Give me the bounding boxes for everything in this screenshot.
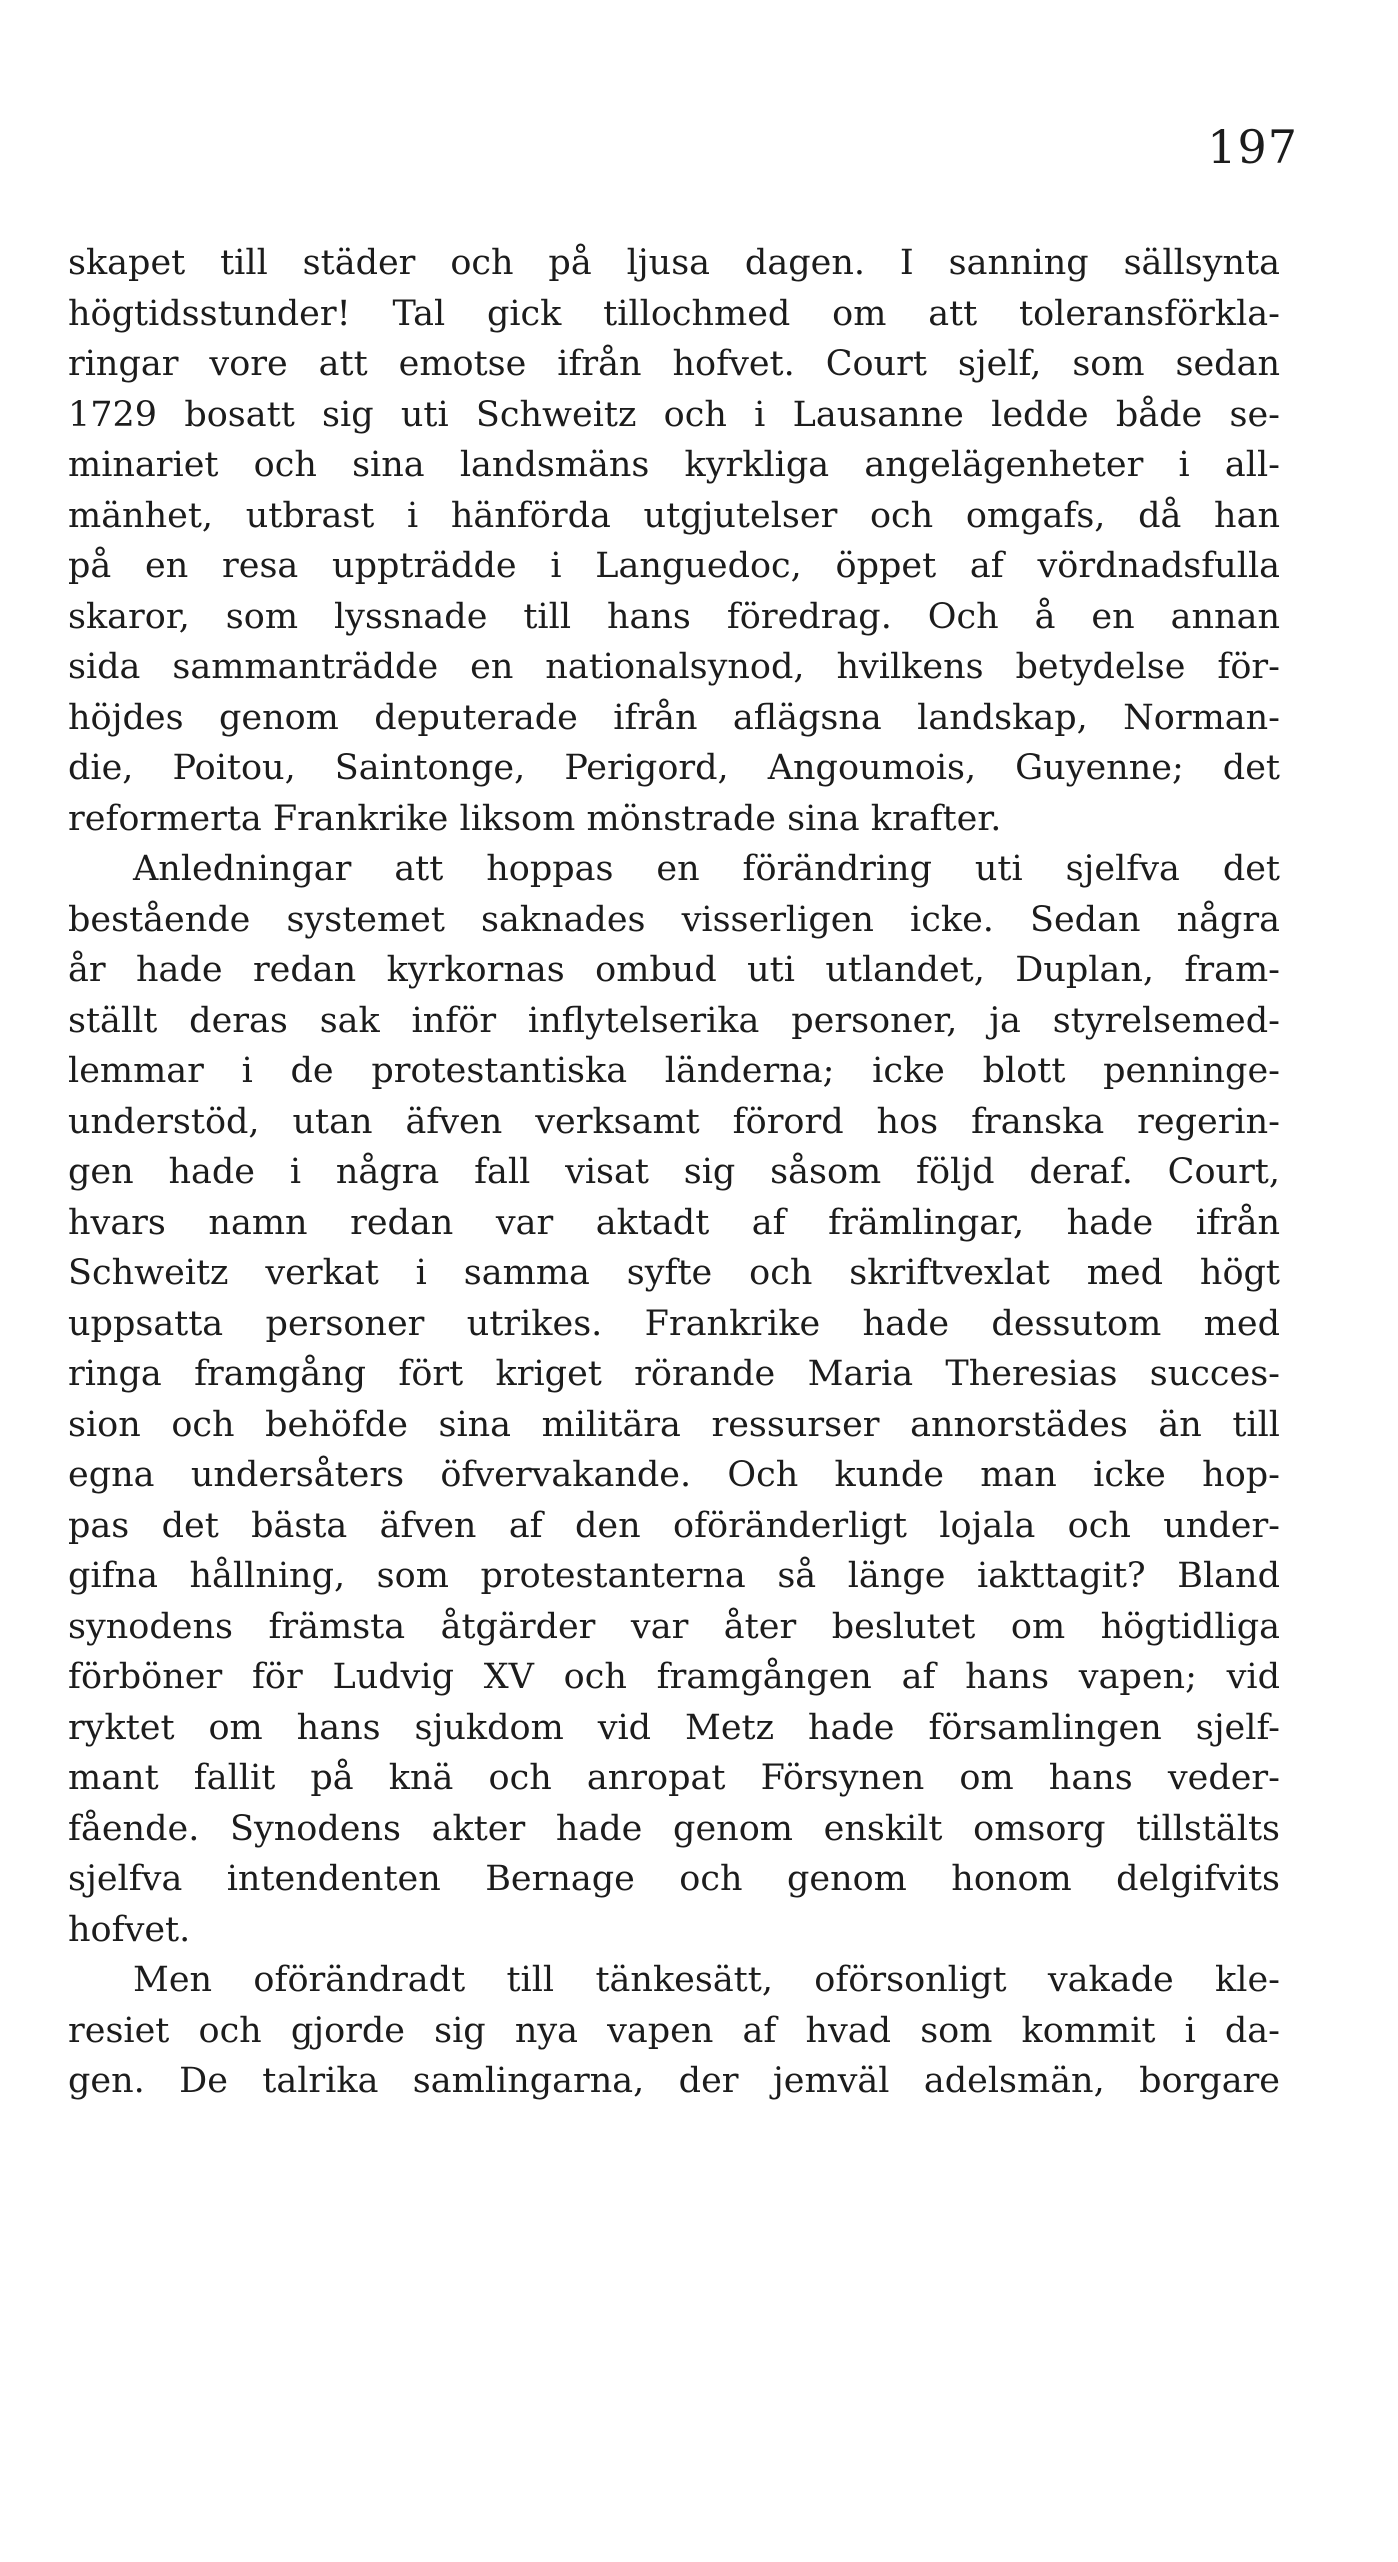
text-line: ringa framgång fört kriget rörande Maria Theresias succes- bbox=[68, 1354, 1280, 1394]
text-line: mant fallit på knä och anropat Försynen om hans veder- bbox=[68, 1758, 1280, 1798]
text-line: skapet till städer och på ljusa dagen. I sanning sällsynta bbox=[68, 243, 1280, 283]
text-line: ringar vore att emotse ifrån hofvet. Court sjelf, som sedan bbox=[68, 344, 1280, 384]
text-line: förböner för Ludvig XV och framgången af hans vapen; vid bbox=[68, 1657, 1280, 1697]
text-line: hofvet. bbox=[68, 1909, 191, 1950]
text-line: minariet och sina landsmäns kyrkliga angelägenheter i all- bbox=[68, 445, 1280, 485]
text-line: sida sammanträdde en nationalsynod, hvilkens betydelse för- bbox=[68, 647, 1280, 687]
text-line: egna undersåters öfvervakande. Och kunde man icke hop- bbox=[68, 1455, 1280, 1495]
text-line: resiet och gjorde sig nya vapen af hvad som kommit i da- bbox=[68, 2010, 1280, 2051]
text-line: mänhet, utbrast i hänförda utgjutelser och omgafs, då han bbox=[68, 495, 1280, 536]
text-line: år hade redan kyrkornas ombud uti utlandet, Duplan, fram- bbox=[68, 950, 1280, 990]
text-line: reformerta Frankrike liksom mönstrade sina krafter. bbox=[68, 798, 1002, 839]
text-line: högtidsstunder! Tal gick tillochmed om att toleransförkla- bbox=[68, 293, 1280, 334]
text-line: lemmar i de protestantiska länderna; icke blott penninge- bbox=[68, 1051, 1280, 1091]
text-line: Men oförändradt till tänkesätt, oförsonligt vakade kle- bbox=[133, 1960, 1280, 2000]
text-line: Schweitz verkat i samma syfte och skriftvexlat med högt bbox=[68, 1253, 1280, 1293]
text-line: hvars namn redan var aktadt af främlingar, hade ifrån bbox=[68, 1202, 1280, 1243]
text-line: ställt deras sak inför inflytelserika personer, ja styrelsemed- bbox=[68, 1000, 1280, 1041]
text-line: skaror, som lyssnade till hans föredrag. Och å en annan bbox=[68, 596, 1280, 637]
text-line: gen. De talrika samlingarna, der jemväl adelsmän, borgare bbox=[68, 2061, 1280, 2101]
text-line: understöd, utan äfven verksamt förord hos franska regerin- bbox=[68, 1101, 1280, 1142]
text-line: sjelfva intendenten Bernage och genom honom delgifvits bbox=[68, 1859, 1280, 1899]
text-line: uppsatta personer utrikes. Frankrike hade dessutom med bbox=[68, 1303, 1280, 1344]
page-number: 197 bbox=[1207, 120, 1298, 174]
text-line: på en resa uppträdde i Languedoc, öppet af vördnadsfulla bbox=[68, 546, 1280, 586]
text-line: Anledningar att hoppas en förändring uti sjelfva det bbox=[133, 849, 1280, 889]
text-line: fående. Synodens akter hade genom enskilt omsorg tillstälts bbox=[68, 1808, 1280, 1849]
body-text bbox=[68, 238, 1280, 2107]
text-line: gen hade i några fall visat sig såsom följd deraf. Court, bbox=[68, 1152, 1280, 1192]
text-line: 1729 bosatt sig uti Schweitz och i Lausanne ledde både se- bbox=[68, 394, 1280, 435]
text-line: synodens främsta åtgärder var åter beslutet om högtidliga bbox=[68, 1606, 1280, 1647]
text-line: gifna hållning, som protestanterna så länge iakttagit? Bland bbox=[68, 1556, 1280, 1596]
text-line: sion och behöfde sina militära ressurser annorstädes än till bbox=[68, 1404, 1280, 1445]
text-line: pas det bästa äfven af den oföränderligt lojala och under- bbox=[68, 1505, 1280, 1546]
text-line: bestående systemet saknades visserligen icke. Sedan några bbox=[68, 899, 1280, 940]
text-line: die, Poitou, Saintonge, Perigord, Angoumois, Guyenne; det bbox=[68, 748, 1280, 788]
text-line: höjdes genom deputerade ifrån aflägsna landskap, Norman- bbox=[68, 697, 1280, 738]
text-line: ryktet om hans sjukdom vid Metz hade församlingen sjelf- bbox=[68, 1707, 1280, 1748]
